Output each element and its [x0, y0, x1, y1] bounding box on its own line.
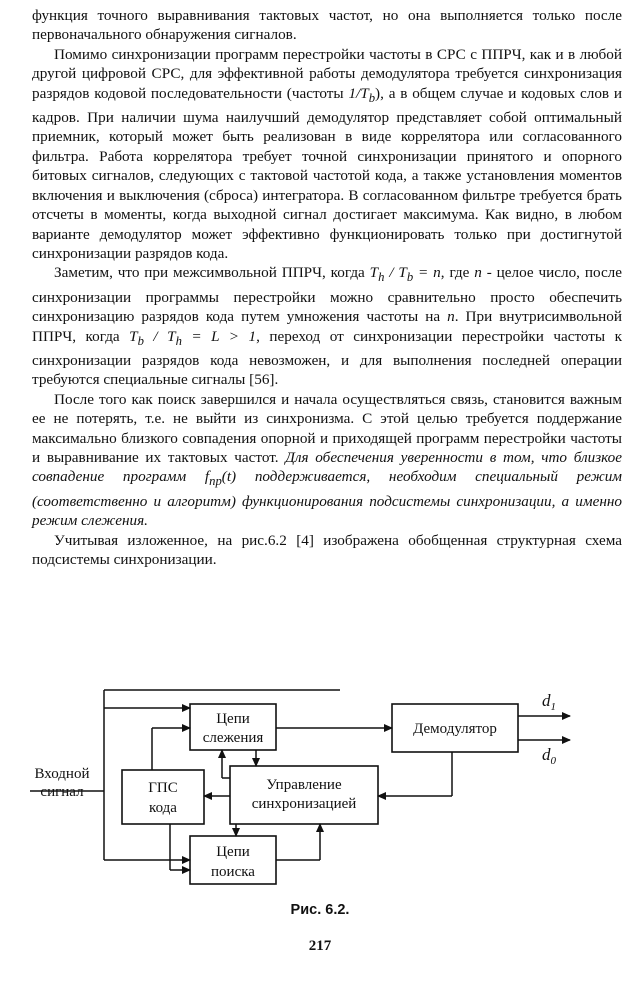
output-d1-label: [542, 691, 556, 713]
math-bit-rate: [348, 84, 376, 105]
gps-label-line1: ГПС: [148, 780, 178, 796]
demodulator-label: Демодулятор: [413, 721, 497, 737]
math-subscript: h: [378, 270, 385, 285]
math-text: T: [369, 264, 379, 282]
control-label-line2: синхронизацией: [251, 796, 357, 812]
math-subscript: b: [406, 270, 414, 285]
math-text: (t): [221, 468, 237, 486]
paragraph-sync-demodulator: [32, 45, 622, 264]
math-text: / T: [384, 264, 407, 282]
output-d1-sub: 1: [550, 701, 556, 713]
search-label-line1: Цепи: [216, 844, 250, 860]
math-text: = L > 1: [181, 327, 257, 345]
math-tb-th: [129, 327, 257, 348]
text-run: , переход от синхронизации перестройки частоты к синхронизации разрядов кода невозможен, и для выполнения последней операции требуются специальные сигналы [56].: [32, 327, 622, 389]
math-text: T: [129, 327, 138, 345]
sync-subsystem-diagram: [0, 688, 640, 928]
math-subscript: h: [175, 333, 182, 348]
paragraph-figure-intro: Учитывая изложенное, на рис.6.2 [4] изображена обобщенная структурная схема подсистемы синхронизации.: [32, 531, 622, 569]
math-subscript: b: [137, 333, 144, 348]
text-run: ), а в общем случае и кодовых слов и кадров. При наличии шума наилучший демодулятор представляет собой оптимальный приемник, который может быть реализован в виде коррелятора или согласованного фильтра. Работа коррелятора требует точной синхронизации принятого и опорного битовых сигналов, следующих с тактовой частотой кода, а также установления моментов включения и выключения (сброса) интегратора. В согласованном фильтре требуется брать отсчеты в моменты, когда выходной сигнал достигает максимума. Как видно, в любом варианте демодулятор может эффективно функционировать только при достигнутой синхронизации разрядов кода.: [32, 84, 623, 262]
diagram-labels: [35, 691, 557, 880]
italic-run: Для обеспечения уверенности в том, что близкое совпадение программ: [32, 449, 622, 486]
search-label-line2: поиска: [211, 864, 255, 880]
math-n: n: [447, 308, 455, 326]
control-label-line1: Управление: [266, 777, 342, 793]
page-number: 217: [308, 938, 332, 954]
math-fpr: [204, 468, 237, 489]
sync-control-block: [230, 766, 378, 824]
math-text: / T: [143, 327, 176, 345]
output-d0-sub: 0: [550, 755, 556, 767]
text-run: Помимо синхронизации программ перестройки частоты в СРС с ППРЧ, как и в любой другой цифровой СРС, для эффективной работы демодулятора требуется синхронизация разрядов кодовой последовательности (частоты: [32, 45, 622, 102]
body-text: [32, 6, 622, 570]
text-run: Заметим, что при межсимвольной ППРЧ, когда: [54, 264, 370, 282]
text-run: После того как поиск завершился и начала осуществляться связь, становится важным ее не потерять, т.е. не выйти из синхронизма. С этой целью требуется поддержание максимально близкого совпадения опорной и приходящей программ перестройки частоты и выравнивание их тактовых частот.: [32, 390, 622, 467]
paragraph-tracking: [32, 390, 622, 531]
math-text: 1/T: [348, 84, 369, 102]
text-run: . При внутрисимвольной ППРЧ, когда: [32, 308, 622, 345]
input-label-line2: сигнал: [40, 784, 84, 800]
output-d0-letter: d: [542, 745, 551, 764]
math-text: f: [204, 468, 210, 486]
figure-caption: Рис. 6.2.: [290, 902, 350, 918]
paragraph-intersymbol: [32, 263, 622, 390]
text-run: - целое число, после синхронизации программы перестройки можно сравнительно просто обеспечить синхронизацию разрядов кода путем умножения частоты на: [32, 264, 622, 326]
math-subscript: пр: [209, 474, 222, 489]
tracking-label-line2: слежения: [202, 730, 264, 746]
math-text: = n: [413, 264, 441, 282]
math-th-tb: [369, 264, 441, 285]
tracking-label-line1: Цепи: [216, 711, 250, 727]
output-d0-label: [542, 745, 557, 767]
math-n: n: [474, 264, 482, 282]
gps-label-line2: кода: [149, 800, 177, 816]
output-d1-letter: d: [542, 691, 551, 710]
italic-run: поддерживается, необходим специальный режим (соответственно и алгоритм) функционирования подсистемы синхронизации, а именно режим слежения.: [32, 468, 623, 530]
paragraph-continuation: функция точного выравнивания тактовых частот, но она выполняется только после первоначального обнаружения сигналов.: [32, 7, 622, 44]
math-subscript: b: [368, 90, 376, 105]
text-run: , где: [440, 264, 475, 282]
input-label-line1: Входной: [34, 766, 90, 782]
